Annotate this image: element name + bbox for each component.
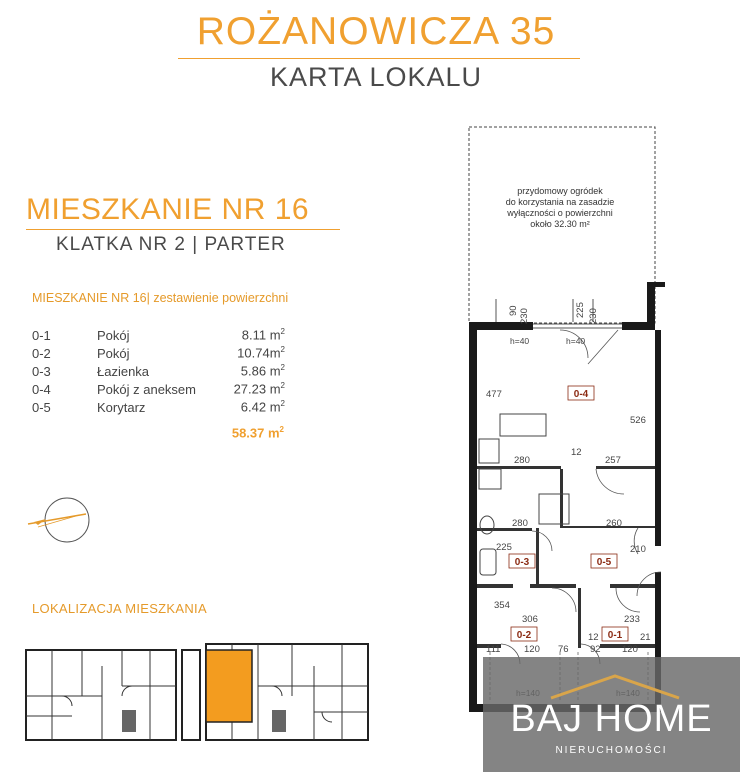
- table-row: [32, 326, 285, 344]
- logo-tagline: NIERUCHOMOŚCI: [555, 745, 668, 756]
- room-label-0-2: 0-2: [516, 630, 532, 641]
- roof-icon: [545, 672, 685, 700]
- total-area-value: 58.37 m: [231, 425, 280, 441]
- room-area: 8.11 m: [241, 327, 281, 343]
- total-area-sup: 2: [279, 425, 284, 434]
- room-code: 0-3: [32, 363, 51, 379]
- logo-name: BAJ HOME: [510, 698, 713, 740]
- total-area: [200, 425, 284, 440]
- highlighted-unit: [206, 650, 252, 722]
- door-height-label: h=40: [510, 336, 530, 346]
- area-unit-sup: 2: [280, 381, 285, 391]
- dimension-label: 526: [630, 415, 646, 426]
- room-name: Pokój: [97, 327, 130, 343]
- unit-divider: [26, 229, 340, 230]
- room-area: 6.42 m: [240, 399, 281, 415]
- garden-note-line: do korzystania na zasadzie: [505, 197, 615, 207]
- dimension-label: 477: [486, 389, 502, 400]
- room-area-cell: [217, 344, 285, 362]
- room-area: 10.74m: [237, 345, 281, 361]
- area-unit-sup: 2: [280, 399, 285, 409]
- dimension-label: 120: [524, 644, 540, 655]
- dimension-label: 230: [588, 308, 599, 324]
- room-name: Korytarz: [97, 399, 146, 415]
- dimension-label: 92: [590, 644, 601, 655]
- dimension-label: 21: [640, 632, 651, 643]
- room-code: 0-1: [32, 327, 51, 343]
- dimension-label: 120: [622, 644, 638, 655]
- room-area-cell: [217, 398, 285, 416]
- dimension-label: 280: [514, 455, 530, 466]
- dimension-label: 12: [588, 632, 599, 643]
- dimension-label: 260: [606, 518, 622, 529]
- dimension-label: 76: [558, 644, 569, 655]
- page-subtitle: KARTA LOKALU: [269, 62, 483, 92]
- table-row: [32, 398, 285, 416]
- dimension-label: 12: [571, 447, 582, 458]
- title-divider: [178, 58, 580, 59]
- door-height-label: h=40: [566, 336, 586, 346]
- room-area: 5.86 m: [240, 363, 281, 379]
- room-name: Łazienka: [97, 363, 150, 379]
- location-title: LOKALIZACJA MIESZKANIA: [32, 601, 207, 616]
- table-row: [32, 344, 285, 362]
- room-name: Pokój: [97, 345, 130, 361]
- room-area: 27.23 m: [233, 381, 281, 397]
- dimension-label: 280: [512, 518, 528, 529]
- compass-icon: [26, 494, 106, 550]
- dimension-label: 354: [494, 600, 510, 611]
- page-title: ROŻANOWICZA 35: [196, 10, 556, 53]
- area-table: [32, 326, 285, 416]
- dimension-label: 210: [630, 544, 646, 555]
- room-label-0-3: 0-3: [514, 557, 530, 568]
- room-label-0-5: 0-5: [596, 557, 612, 568]
- area-unit-sup: 2: [280, 327, 285, 337]
- room-label-0-4: 0-4: [573, 389, 589, 400]
- room-code: 0-4: [32, 381, 51, 397]
- dimension-label: 257: [605, 455, 621, 466]
- area-summary-title: MIESZKANIE NR 16| zestawienie powierzchni: [32, 291, 289, 305]
- garden-note-line: wyłączności o powierzchni: [507, 208, 613, 218]
- room-label-0-1: 0-1: [607, 630, 623, 641]
- table-row: [32, 362, 285, 380]
- dimension-label: 225: [575, 302, 586, 318]
- floor-plan: [460, 124, 666, 720]
- room-area-cell: [217, 380, 285, 398]
- garden-note-line: przydomowy ogródek: [517, 186, 603, 196]
- room-name: Pokój z aneksem: [97, 381, 196, 397]
- garden-note-line: około 32.30 m²: [530, 219, 590, 229]
- dimension-label: 233: [624, 614, 640, 625]
- room-area-cell: [217, 362, 285, 380]
- dimension-label: 111: [486, 644, 501, 655]
- area-unit-sup: 2: [280, 363, 285, 373]
- unit-title: MIESZKANIE NR 16: [26, 193, 310, 226]
- unit-subtitle: KLATKA NR 2 | PARTER: [56, 234, 286, 255]
- room-area-cell: [217, 326, 285, 344]
- dimension-label: 225: [496, 542, 512, 553]
- dimension-label: 306: [522, 614, 538, 625]
- room-code: 0-2: [32, 345, 51, 361]
- dimension-label: 90: [508, 305, 519, 316]
- dimension-label: 230: [519, 308, 530, 324]
- table-row: [32, 380, 285, 398]
- location-plan: [22, 636, 380, 748]
- room-code: 0-5: [32, 399, 51, 415]
- area-unit-sup: 2: [280, 345, 285, 355]
